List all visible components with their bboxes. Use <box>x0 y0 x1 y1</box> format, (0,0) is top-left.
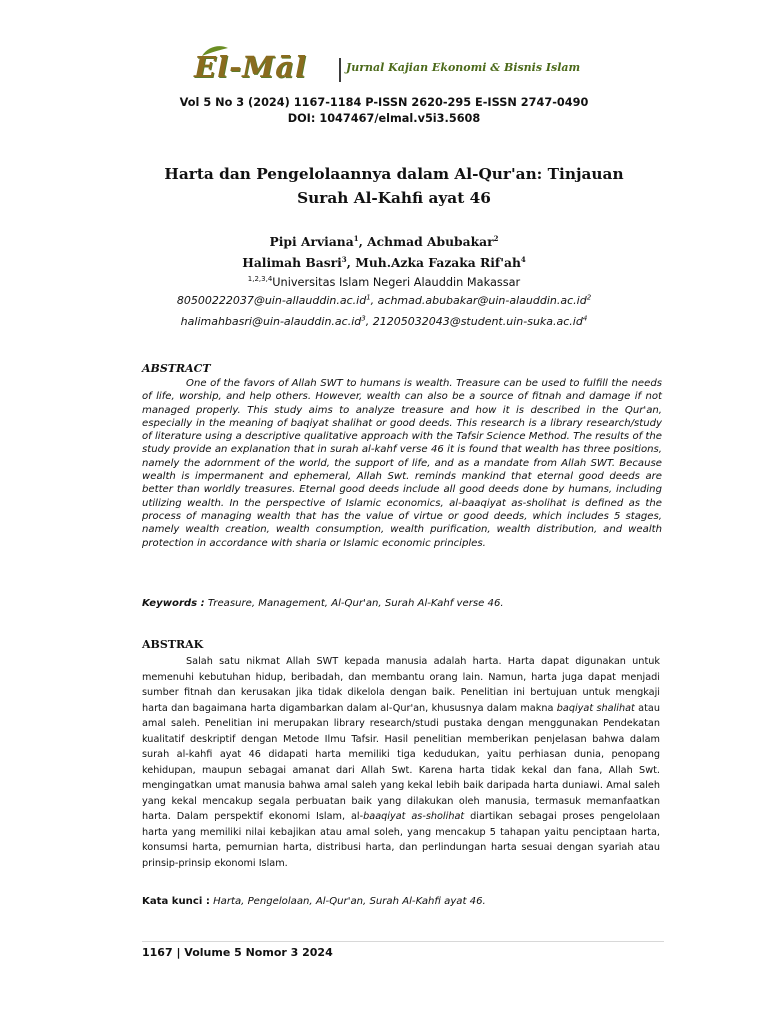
email[interactable]: , 21205032043@student.uin-suka.ac.id <box>365 315 583 328</box>
author-name: , Achmad Abubakar <box>358 234 494 249</box>
email-line-1 <box>0 294 768 307</box>
footer-divider <box>142 941 664 942</box>
author-sup: 4 <box>520 254 526 264</box>
author-sup: 1 <box>353 233 359 243</box>
keywords-label: Keywords : <box>142 598 205 609</box>
affiliation-sup: 1,2,3,4 <box>247 275 273 284</box>
page-footer: 1167 | Volume 5 Nomor 3 2024 <box>142 946 333 959</box>
masthead-divider <box>339 58 341 82</box>
email-sup: 3 <box>361 314 366 323</box>
paper-title: Harta dan Pengelolaannya dalam Al-Qur'an: Tinjauan Surah Al-Kahfi ayat 46 <box>164 165 624 207</box>
email-line-2 <box>0 315 768 328</box>
journal-name: Jurnal Kajian Ekonomi & Bisnis Islam <box>346 61 581 74</box>
email[interactable]: 80500222037@uin-allauddin.ac.id <box>176 294 367 307</box>
abstrak-text: atau amal saleh. Penelitian ini merupakan library research/studi pustaka dengan menggunakan Pendekatan kualitatif deskriptif dengan Metode Ilmu Tafsir. Hasil penelitian memberikan penjelasan bahwa dalam surah al-kahfi ayat 46 didapati harta memiliki tiga kedudukan, yaitu perhiasan dunia, penopang kehidupan, maupun sebagai amanat dari Allah Swt. Karena harta tidak kekal dan fana, Allah Swt. mengingatkan umat manusia bahwa amal saleh yang kekal lebih baik daripada harta duniawi. Amal saleh yang kekal mencakup segala perbuatan baik yang dilakukan oleh manusia, termasuk memanfaatkan harta. Dalam perspektif ekonomi Islam, al- <box>142 702 660 822</box>
author-name: , Muh.Azka Fazaka Rif'ah <box>346 255 521 270</box>
email-sup: 1 <box>366 293 371 302</box>
email[interactable]: , achmad.abubakar@uin-alauddin.ac.id <box>370 294 587 307</box>
email-sup: 2 <box>586 293 592 302</box>
masthead <box>194 50 614 90</box>
abstrak-body <box>142 654 660 871</box>
author-sup: 2 <box>493 233 499 243</box>
author-name: Halimah Basri <box>242 255 342 270</box>
author-line-1 <box>0 234 768 249</box>
affiliation-text: Universitas Islam Negeri Alauddin Makassar <box>272 276 521 289</box>
abstrak-text: diartikan sebagai proses pengelolaan harta yang memiliki nilai kebajikan atau amal soleh, yang mencakup 5 tahapan yaitu penciptaan harta, konsumsi harta, pemurnian harta, distribusi harta, dan perlindungan harta sesuai dengan syariah atau prinsip-prinsip ekonomi Islam. <box>142 811 661 869</box>
abstract-heading: ABSTRACT <box>142 362 211 375</box>
kata-kunci-label: Kata kunci : <box>142 896 210 907</box>
author-line-2 <box>0 255 768 270</box>
kata-kunci <box>142 896 662 907</box>
author-name: Pipi Arviana <box>269 234 354 249</box>
author-sup: 3 <box>341 254 347 264</box>
doi-line: DOI: 1047467/elmal.v5i3.5608 <box>287 112 481 125</box>
email-sup: 4 <box>582 314 588 323</box>
abstract-body: One of the favors of Allah SWT to humans is wealth. Treasure can be used to fulfill the needs of life, worship, and help others. However, wealth can also be a source of fitnah and damage if not managed properly. This study aims to analyze treasure and how it is described in the Qur'an, especially in the meaning of baqiyat shalihat or good deeds. This research is a library research/study of literature using a descriptive qualitative approach with the Tafsir Science Method. The results of the study provide an explanation that in surah al-kahf verse 46 it is found that wealth has three positions, namely the adornment of the world, the support of life, and as a mandate from Allah SWT. Because wealth is impermanent and ephemeral, Allah Swt. reminds mankind that eternal good deeds are better than worldly treasures. Eternal good deeds include all good deeds done by humans, including utilizing wealth. In the perspective of Islamic economics, al-baaqiyat as-sholihat is defined as the process of managing wealth that has the value of virtue or good deeds, which includes 5 stages, namely wealth creation, wealth consumption, wealth purification, wealth distribution, and wealth protection in accordance with sharia or Islamic economic principles. <box>142 378 662 549</box>
abstrak-text: Salah satu nikmat Allah SWT kepada manusia adalah harta. Harta dapat digunakan untuk memenuhi kebutuhan hidup, beribadah, dan membantu orang lain. Namun, harta juga dapat menjadi sumber fitnah dan kerusakan jika tidak dikelola dengan baik. Penelitian ini bertujuan untuk mengkaji harta dan bagaimana harta digambarkan dalam al-Qur'an, khususnya dalam makna <box>142 656 660 714</box>
abstrak-italic-term: baaqiyat as-sholihat <box>363 811 465 822</box>
kata-kunci-text: Harta, Pengelolaan, Al-Qur'an, Surah Al-Kahfi ayat 46. <box>209 896 486 907</box>
volume-issn-line: Vol 5 No 3 (2024) 1167-1184 P-ISSN 2620-295 E-ISSN 2747-0490 <box>179 96 589 109</box>
keywords-text: Treasure, Management, Al-Qur'an, Surah Al-Kahf verse 46. <box>204 598 504 609</box>
email[interactable]: halimahbasri@uin-alauddin.ac.id <box>180 315 362 328</box>
keywords <box>142 598 662 609</box>
abstrak-heading: ABSTRAK <box>142 638 204 651</box>
journal-logo: El-Māl <box>194 50 308 84</box>
affiliation <box>0 276 768 289</box>
abstrak-italic-term: baqiyat shalihat <box>556 702 635 714</box>
